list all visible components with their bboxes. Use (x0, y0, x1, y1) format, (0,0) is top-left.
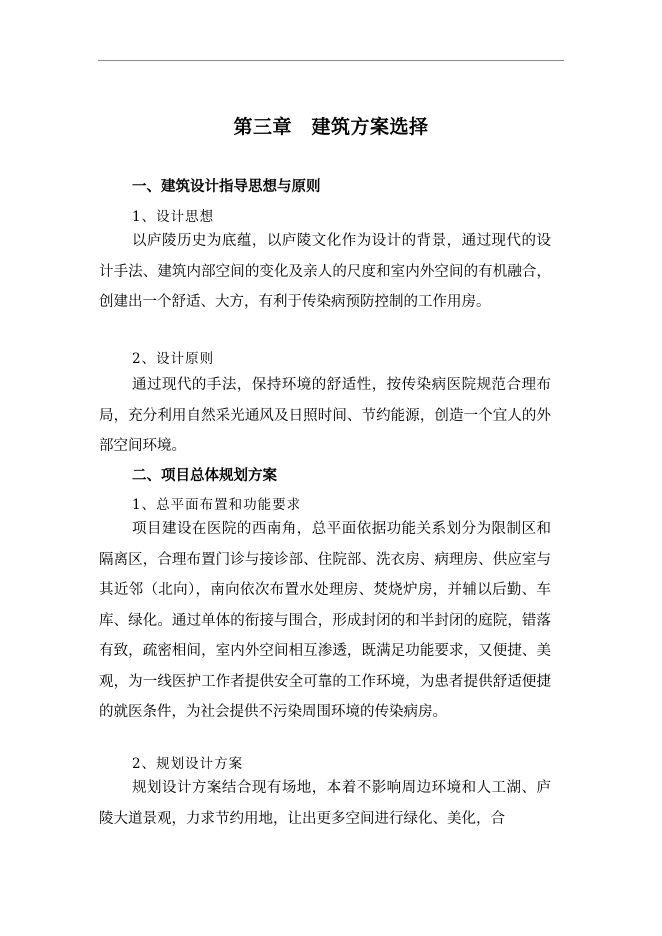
paragraph-design-principles: 通过现代的手法，保持环境的舒适性，按传染病医院规范合理布局，充分利用自然采光通风及日照时间、节约能源，创造一个宜人的外部空间环境。 (99, 377, 551, 454)
subsection-heading-2-2: 2、规划设计方案 (132, 756, 244, 772)
subsection-heading-1-1: 1、设计思想 (132, 209, 215, 225)
paragraph-site-layout: 项目建设在医院的西南角，总平面依据功能关系划分为限制区和隔离区，合理布置门诊与接诊部、住院部、洗衣房、病理房、供应室与其近邻（北向），南向依次布置水处理房、焚烧炉房，并辅以后勤、车库、绿化。通过单体的衔接与围合，形成封闭的和半封闭的庭院，错落有致，疏密相间，室内外空间相互渗透，既满足功能要求，又便捷、美观，为一线医护工作者提供安全可靠的工作环境，为患者提供舒适便捷的就医条件，为社会提供不污染周围环境的传染病房。 (99, 521, 551, 720)
paragraph-planning-scheme: 规划设计方案结合现有场地，本着不影响周边环境和人工湖、庐陵大道景观，力求节约用地，让出更多空间进行绿化、美化，合 (99, 780, 551, 827)
subsection-heading-1-2: 2、设计原则 (132, 351, 215, 367)
section-heading-1: 一、建筑设计指导思想与原则 (132, 179, 321, 195)
chapter-title: 第三章 建筑方案选择 (233, 116, 429, 138)
paragraph-design-concept: 以庐陵历史为底蕴，以庐陵文化作为设计的背景，通过现代的设计手法、建筑内部空间的变化及亲人的尺度和室内外空间的有机融合，创建出一个舒适、大方，有利于传染病预防控制的工作用房。 (99, 233, 551, 310)
subsection-heading-2-1: 1、总平面布置和功能要求 (132, 497, 302, 513)
section-heading-2: 二、项目总体规划方案 (132, 468, 277, 484)
header-rule (98, 60, 564, 61)
